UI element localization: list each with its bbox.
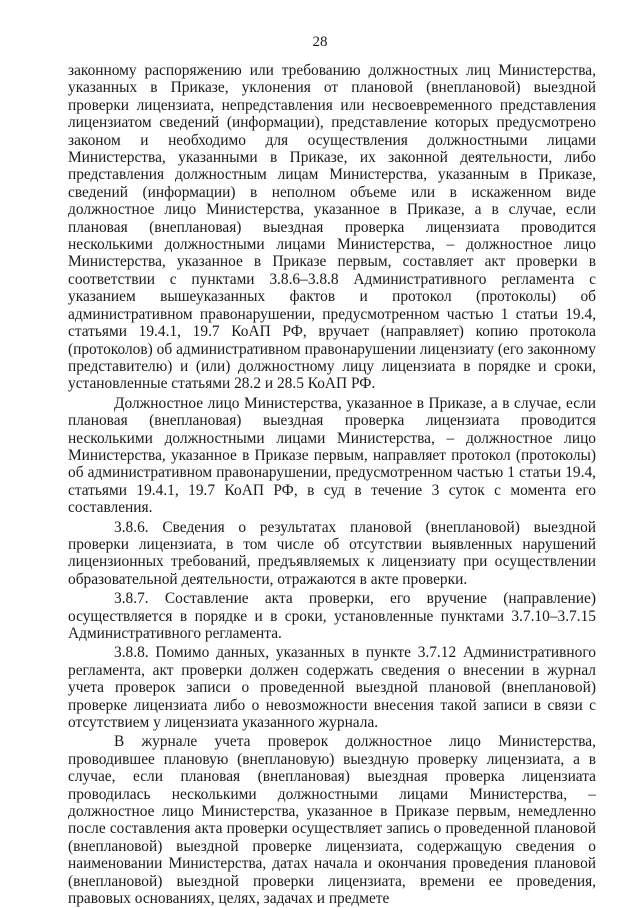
page-number: 28	[312, 34, 328, 50]
paragraph-3-8-7: 3.8.7. Составление акта проверки, его вручение (направление) осуществляется в порядке и в сроки, установленные пунктами 3.7.10–3.7.15 Административного регламента.	[68, 590, 596, 642]
paragraph-3-8-8: 3.8.8. Помимо данных, указанных в пункте 3.7.12 Административного регламента, акт проверки должен содержать сведения о внесении в журнал учета проверок записи о проведенной выездной плановой (внеплановой) проверке лицензиата либо о невозможности внесения такой записи в связи с отсутствием у лицензиата указанного журнала.	[68, 644, 596, 732]
paragraph-1: законному распоряжению или требованию должностных лиц Министерства, указанных в Приказе, уклонения от плановой (внеплановой) выездной проверки лицензиата, непредставления или несвоевременного представления лицензиатом сведений (информации), представление которых предусмотрено законом и необходимо для осуществления должностными лицами Министерства, указанными в Приказе, их законной деятельности, либо представления должностным лицам Министерства, указанным в Приказе, сведений (информации) в неполном объеме или в искаженном виде должностное лицо Министерства, указанное в Приказе, а в случае, если плановая (внеплановая) выездная проверка лицензиата проводится несколькими должностными лицами Министерства, – должностное лицо Министерства, указанное в Приказе первым, составляет акт проверки в соответствии с пунктами 3.8.6–3.8.8 Административного регламента с указанием вышеуказанных фактов и протокол (протоколы) об административном правонарушении, предусмотренном частью 1 статьи 19.4, статьями 19.4.1, 19.7 КоАП РФ, вручает (направляет) копию протокола (протоколов) об административном правонарушении лицензиату (его законному представителю) и (или) должностному лицу лицензиата в порядке и сроки, установленные статьями 28.2 и 28.5 КоАП РФ.	[68, 62, 596, 393]
paragraph-3-8-6: 3.8.6. Сведения о результатах плановой (внеплановой) выездной проверки лицензиата, в том числе об отсутствии выявленных нарушений лицензионных требований, предъявляемых к лицензиату при осуществлении образовательной деятельности, отражаются в акте проверки.	[68, 518, 596, 588]
paragraph-journal: В журнале учета проверок должностное лицо Министерства, проводившее плановую (внеплановую) выездную проверку лицензиата, а в случае, если плановая (внеплановая) выездная проверка лицензиата проводилась несколькими должностными лицами Министерства, – должностное лицо Министерства, указанное в Приказе первым, немедленно после составления акта проверки осуществляет запись о проведенной плановой (внеплановой) выездной проверке лицензиата, содержащую сведения о наименовании Министерства, датах начала и окончания проведения плановой (внеплановой) выездной проверки лицензиата, времени ее проведения, правовых основаниях, целях, задачах и предмете	[68, 733, 596, 908]
paragraph-2: Должностное лицо Министерства, указанное в Приказе, а в случае, если плановая (внеплановая) выездная проверка лицензиата проводится несколькими должностными лицами Министерства, – должностное лицо Министерства, указанное в Приказе первым, направляет протокол (протоколы) об административном правонарушении, предусмотренном частью 1 статьи 19.4, статьями 19.4.1, 19.7 КоАП РФ, в суд в течение 3 суток с момента его составления.	[68, 394, 596, 517]
document-body	[68, 62, 596, 908]
